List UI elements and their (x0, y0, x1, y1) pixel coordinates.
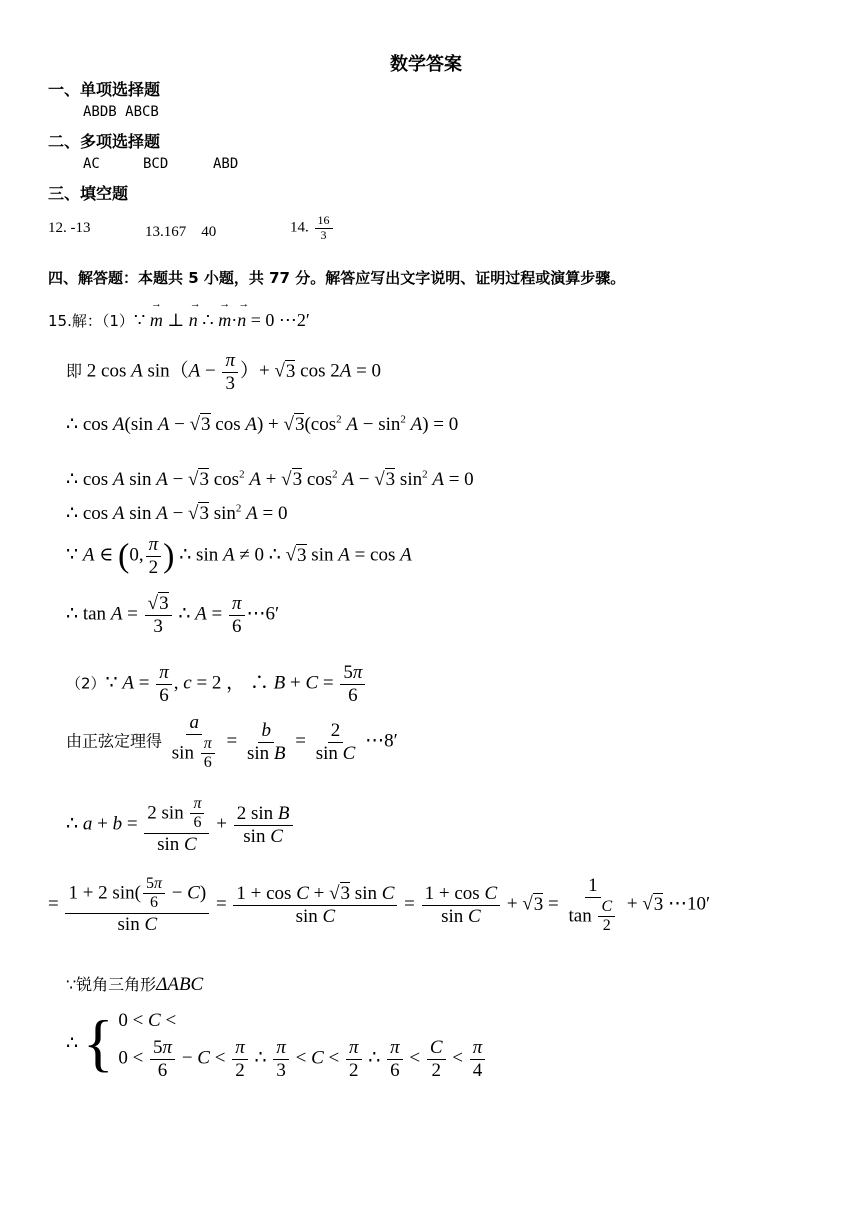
section-single-choice-heading: 一、单项选择题 (48, 80, 161, 99)
q15-mark-6: ⋯6′ (246, 603, 280, 625)
q15-mark-2: = 0 ⋯2′ (250, 310, 310, 330)
section-fill-blank-heading: 三、填空题 (48, 184, 129, 203)
multi-choice-answer-3: ABD (213, 156, 239, 172)
q15-part2-step-6: ∴ { 0 < C < 0 < $\frac{5\pi}{6}$ − C < $\frac{\pi}{2}$ ∴ $\frac{\pi}{3}$ < C < $\frac{\pi}{2}$ ∴ $\frac{\pi}{6}$ < $\frac{C}{2}$ < $\frac{\pi}{4}$ (66, 1005, 487, 1082)
q15-part2-step-1: （2）∵ A = $\frac{\pi}{6}$ , c = 2 ， ∴ B + C = $\frac{5\pi}{6}$ (66, 662, 367, 707)
q15-part2-step-5: ∵锐角三角形ΔABC (66, 974, 204, 995)
section-solve-heading: 四、解答题：本题共 5 小题，共 77 分。解答应写出文字说明、证明过程或演算步骤。 (48, 269, 626, 287)
fill-blank-q14 (290, 214, 335, 243)
q15-part2-step-4: = 1 + 2 sin( $\frac{5\pi}{6}$ − C) sin C = $\frac{\text{1 + cos C + √3 sin C}}{\text{sin C}}$ = $\frac{\text{1 + cos C}}{\text{sin C}}$ + √3 = 1 tan $\frac{C}{2}$ + √3 ⋯10′ (48, 875, 711, 935)
q15-step-6: ∵ A ∈ (0, $\frac{\pi}{2}$ ) ∴ sin A ≠ 0 ∴ √3 sin A = cos A (66, 534, 412, 578)
q15-step-4: ∴ cos A sin A − √3 $\cos^2 A + √3$ $\cos^2 A - √3$ $\sin^2 A = 0$ (66, 468, 474, 490)
q15-label: 15.解：（1） (48, 312, 134, 330)
fill-blank-q12: 12. -13 (48, 220, 91, 236)
multi-choice-answer-1: AC (83, 156, 100, 172)
q15-part2-step-3: ∴ a + b = 2 sin $\frac{\pi}{6}$ sin C + $\frac{\text{2 sin B}}{\text{sin C}}$ (66, 795, 295, 856)
page-title: 数学答案 (390, 54, 462, 75)
q14-fraction: $\frac{16}{3}$ (315, 214, 333, 243)
q15-part2-step-2: 由正弦定理得 a sin $\frac{\pi}{6}$ = $\frac{b}{\text{sin B}}$ = $\frac{2}{\text{sin C}}$ ⋯8′ (66, 712, 398, 772)
q15-mark-10: ⋯10′ (668, 893, 711, 915)
fill-blank-q13: 13.167 40 (145, 224, 217, 240)
single-choice-answers: ABDB ABCB (83, 104, 159, 120)
q15-step-7: ∴ tan A = $\frac{√3}{3}$ ∴ A = $\frac{\pi}{6}$ ⋯6′ (66, 593, 280, 637)
q15-step-1: 15.解：（1）∵ → m ⊥ → n ∴ → m·→ n = 0 ⋯2′ (48, 310, 310, 331)
multi-choice-answer-2: BCD (143, 156, 169, 172)
q15-step-3: ∴ cos A(sin A − √3 $\cos A) + √3(\cos^2$ $A - \sin^2 A) = 0$ (66, 413, 459, 435)
section-multi-choice-heading: 二、多项选择题 (48, 132, 161, 151)
q15-step-2: 即 2 cos A sin（A − $\frac{\pi}{3}$ ）+ √3 cos 2A = 0 (66, 350, 382, 394)
q15-step-5: ∴ cos A sin A − √3 $\sin^2 A = 0$ (66, 502, 288, 524)
q14-label: 14. (290, 219, 309, 236)
q15-mark-8: ⋯8′ (365, 730, 398, 752)
